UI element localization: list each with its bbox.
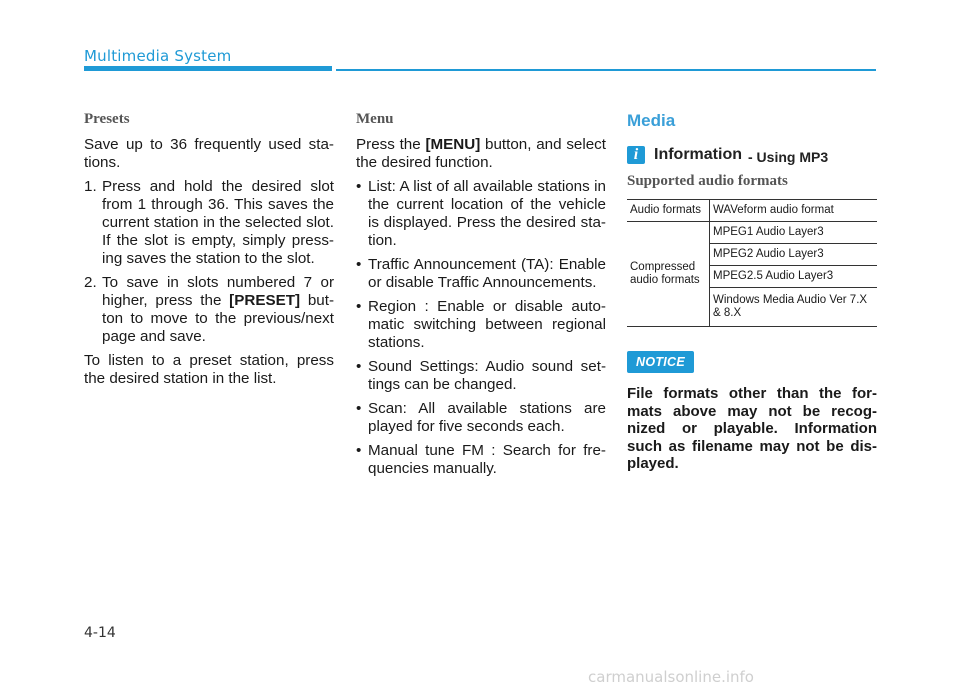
information-subtitle: - Using MP3 <box>748 149 829 165</box>
menu-intro <box>356 136 606 172</box>
menu-item-region <box>356 298 606 352</box>
step-number: 2. <box>84 274 97 291</box>
menu-column <box>356 110 606 484</box>
menu-item-text: Scan: All available stations are played for five seconds each. <box>368 400 606 435</box>
preset-key-label: [PRESET] <box>229 292 301 309</box>
presets-step-1 <box>84 178 334 268</box>
page-number: 4-14 <box>84 625 116 641</box>
formats-heading: Supported audio formats <box>627 173 788 189</box>
info-icon: i <box>627 146 645 164</box>
watermark: carmanualsonline.info <box>588 668 754 686</box>
information-row <box>627 144 877 166</box>
formats-table <box>627 199 877 327</box>
presets-intro: Save up to 36 frequently used sta-tions. <box>84 136 334 171</box>
menu-item-ta <box>356 256 606 292</box>
menu-key-label: [MENU] <box>425 136 481 153</box>
header-rule-thin <box>336 69 876 71</box>
menu-item-text: Traffic Announcement (TA): Enable or disable Traffic Announcements. <box>368 256 606 291</box>
menu-item-sound <box>356 358 606 394</box>
header-rule-thick <box>84 66 332 71</box>
section-title: Multimedia System <box>84 47 232 65</box>
bullet: • <box>356 298 362 315</box>
presets-heading: Presets <box>84 111 130 127</box>
table-cell-value: MPEG2.5 Audio Layer3 <box>710 266 878 288</box>
menu-item-text: Sound Settings: Audio sound set-tings can be changed. <box>368 358 606 393</box>
menu-item-text: Region : Enable or disable auto-matic switching between regional stations. <box>368 298 606 351</box>
presets-column <box>84 110 334 394</box>
table-cell-value: Windows Media Audio Ver 7.X & 8.X <box>710 288 878 327</box>
table-cell-group-label: Compressed audio formats <box>627 222 710 327</box>
step-text-pre: To save in slots numbered 7 or higher, press the <box>102 274 334 309</box>
menu-intro-post: button, and select the desired function. <box>356 136 606 171</box>
menu-item-text: List: A list of all available stations in the current location of the vehicle is displayed. Press the desired sta-tion. <box>368 178 606 249</box>
media-column <box>627 110 877 473</box>
media-heading: Media <box>627 111 676 130</box>
menu-intro-pre: Press the <box>356 136 426 153</box>
table-cell-value: WAVeform audio format <box>710 200 878 222</box>
table-cell-value: MPEG1 Audio Layer3 <box>710 222 878 244</box>
bullet: • <box>356 358 362 375</box>
notice-text: File formats other than the for-mats above may not be recog-nized or playable. Information such as filename may not be dis-played. <box>627 385 877 472</box>
presets-outro: To listen to a preset station, press the desired station in the list. <box>84 352 334 387</box>
menu-item-scan <box>356 400 606 436</box>
presets-step-2 <box>84 274 334 346</box>
table-row <box>627 200 877 222</box>
information-label: Information <box>654 146 742 163</box>
menu-item-list <box>356 178 606 250</box>
table-cell-value: MPEG2 Audio Layer3 <box>710 244 878 266</box>
bullet: • <box>356 256 362 273</box>
menu-item-manual-tune <box>356 442 606 478</box>
bullet: • <box>356 178 362 195</box>
bullet: • <box>356 400 362 417</box>
step-text: Press and hold the desired slot from 1 through 36. This saves the current station in the selected slot. If the slot is empty, simply press-ing saves the station to the slot. <box>102 178 334 267</box>
step-text-post: but-ton to move to the previous/next page and save. <box>102 292 335 345</box>
table-row <box>627 222 877 244</box>
menu-heading: Menu <box>356 111 394 127</box>
notice-badge: NOTICE <box>627 351 694 373</box>
bullet: • <box>356 442 362 459</box>
table-cell-label: Audio formats <box>627 200 710 222</box>
menu-item-text: Manual tune FM : Search for fre-quencies manually. <box>368 442 606 477</box>
step-number: 1. <box>84 178 97 195</box>
